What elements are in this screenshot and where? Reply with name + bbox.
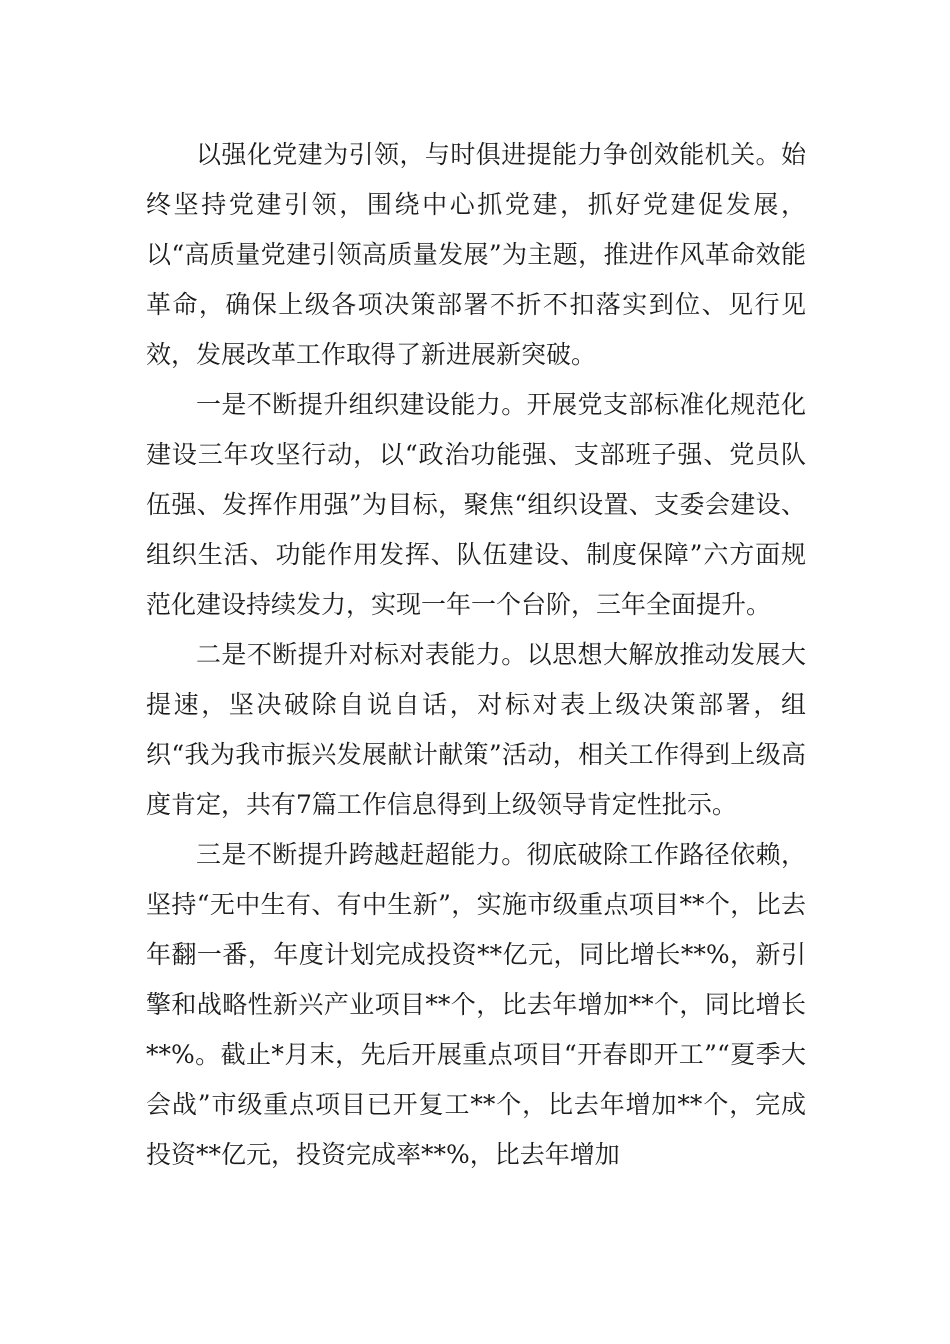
paragraph-organization-building: 一是不断提升组织建设能力。开展党支部标准化规范化建设三年攻坚行动，以“政治功能强、支部班子强、党员队伍强、发挥作用强”为目标，聚焦“组织设置、支委会建设、组织生活、功能作用发挥、队伍建设、制度保障”六方面规范化建设持续发力，实现一年一个台阶，三年全面提升。	[146, 390, 806, 619]
document-body	[146, 130, 806, 1180]
paragraph-benchmarking: 二是不断提升对标对表能力。以思想大解放推动发展大提速，坚决破除自说自话，对标对表上级决策部署，组织“我为我市振兴发展献计献策”活动，相关工作得到上级高度肯定，共有7篇工作信息得到上级领导肯定性批示。	[146, 640, 806, 819]
paragraph-leapfrog: 三是不断提升跨越赶超能力。彻底破除工作路径依赖，坚持“无中生有、有中生新”，实施市级重点项目**个，比去年翻一番，年度计划完成投资**亿元，同比增长**%，新引擎和战略性新兴产业项目**个，比去年增加**个，同比增长**%。截止*月末，先后开展重点项目“开春即开工”“夏季大会战”市级重点项目已开复工**个，比去年增加**个，完成投资**亿元，投资完成率**%，比去年增加	[146, 840, 806, 1169]
paragraph-intro: 以强化党建为引领，与时俱进提能力争创效能机关。始终坚持党建引领，围绕中心抓党建，抓好党建促发展，以“高质量党建引领高质量发展”为主题，推进作风革命效能革命，确保上级各项决策部署不折不扣落实到位、见行见效，发展改革工作取得了新进展新突破。	[146, 140, 806, 369]
